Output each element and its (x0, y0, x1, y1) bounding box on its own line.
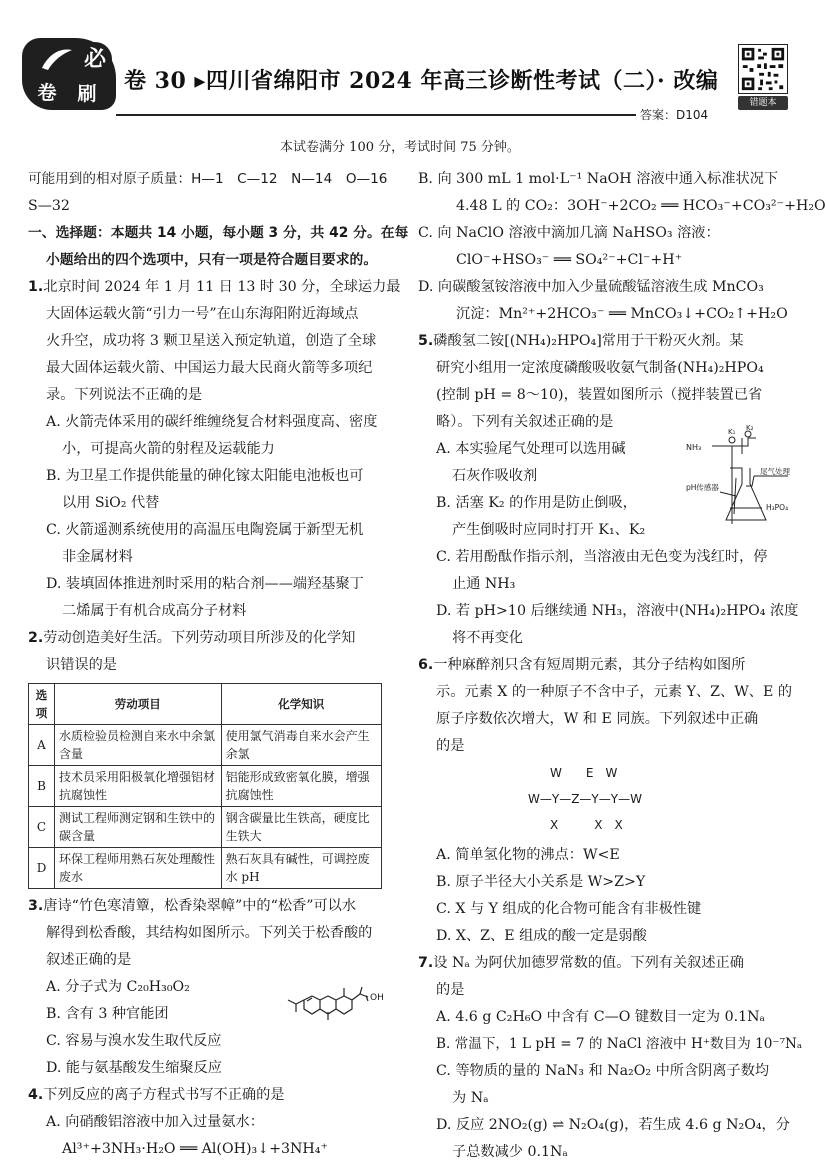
q1-stem-line2: 大固体运载火箭“引力一号”在山东海阳附近海域点 (46, 306, 359, 322)
q3-stem-line1: 3.唐诗“竹色寒清簟，松香染翠幛”中的“松香”可以水 (28, 898, 357, 914)
table-cell-option: A (29, 725, 55, 766)
q3-option-c[interactable]: C. 容易与溴水发生取代反应 (46, 1033, 222, 1049)
q3-option-d[interactable]: D. 能与氨基酸发生缩聚反应 (46, 1060, 222, 1076)
logo-char-top: 必 (78, 42, 112, 76)
table-cell-knowledge: 铝能形成致密氧化膜，增强抗腐蚀性 (221, 766, 381, 807)
q4-option-a-equation: Al³⁺+3NH₃·H₂O ══ Al(OH)₃↓+3NH₄⁺ (62, 1141, 328, 1157)
table-row[interactable] (29, 848, 382, 889)
q1-option-b[interactable]: B. 为卫星工作提供能量的砷化镓太阳能电池板也可 (46, 468, 364, 484)
table-row[interactable] (29, 766, 382, 807)
q6-stem-line1: 6.一种麻醉剂只含有短周期元素，其分子结构如图所 (418, 657, 746, 673)
figure-h3po4-label: H₃PO₄ (766, 503, 789, 512)
abietic-acid-structure (282, 974, 406, 1034)
table-cell-item: 测试工程师测定钢和生铁中的碳含量 (55, 807, 222, 848)
q5-option-a[interactable]: A. 本实验尾气处理可以选用碱 (436, 441, 626, 457)
q3-number: 3. (28, 898, 44, 914)
q5-option-c-cont: 止通 NH₃ (452, 576, 516, 592)
table-cell-option: C (29, 807, 55, 848)
table-cell-item: 环保工程师用熟石灰处理酸性废水 (55, 848, 222, 889)
q5-stem-line2: 研究小组用一定浓度磷酸吸收氨气制备(NH₄)₂HPO₄ (436, 360, 764, 376)
q5-option-d-cont: 将不再变化 (452, 630, 523, 646)
q5-stem-line3: (控制 pH = 8～10)，装置如图所示（搅拌装置已省 (436, 387, 763, 403)
qr-code-icon[interactable] (738, 44, 788, 94)
q1-stem-line4: 最大固体运载火箭、中国运力最大民商火箭等多项纪 (46, 360, 373, 376)
q1-stem-line5: 录。下列说法不正确的是 (46, 387, 203, 403)
structure-top-row: W E W (550, 766, 618, 780)
table-header: 化学知识 (221, 684, 381, 725)
figure-k1-label: K₁ (728, 428, 736, 436)
apparatus-figure (686, 424, 798, 538)
q6-stem-line4: 的是 (436, 738, 465, 754)
figure-ph-sensor-label: pH传感器 (686, 483, 719, 492)
section-heading-line2: 小题给出的四个选项中，只有一项是符合题目要求的。 (46, 252, 378, 268)
q6-option-d[interactable]: D. X、Z、E 组成的酸一定是弱酸 (436, 928, 647, 944)
wrong-question-book-label: 错题本 (738, 96, 788, 110)
q5-options (418, 424, 796, 544)
q6-stem-line3: 原子序数依次增大，W 和 E 同族。下列叙述中正确 (436, 711, 759, 727)
structure-bottom-row: X X X (550, 818, 623, 832)
q1-stem-line3: 火升空，成功将 3 颗卫星送入预定轨道，创造了全球 (46, 333, 377, 349)
figure-nh3-label: NH₃ (686, 443, 702, 452)
q2-stem-line2: 识错误的是 (46, 657, 117, 673)
q1-option-b-cont: 以用 SiO₂ 代替 (62, 495, 160, 511)
q6-structure (418, 760, 796, 842)
q5-option-a-cont: 石灰作吸收剂 (452, 468, 538, 484)
q1-option-d[interactable]: D. 装填固体推进剂时采用的粘合剂——端羟基聚丁 (46, 576, 364, 592)
q4-option-c-cont: ClO⁻+HSO₃⁻ ══ SO₄²⁻+Cl⁻+H⁺ (456, 252, 683, 268)
q4-option-b-cont: 4.48 L 的 CO₂：3OH⁻+2CO₂ ══ HCO₃⁻+CO₃²⁻+H₂O (456, 198, 826, 214)
table-header-row (29, 684, 382, 725)
figure-k2-label: K₂ (746, 424, 754, 432)
table-cell-option: B (29, 766, 55, 807)
q2-stem-line1: 2.劳动创造美好生活。下列劳动项目所涉及的化学知 (28, 630, 356, 646)
q6-option-c[interactable]: C. X 与 Y 组成的化合物可能含有非极性键 (436, 901, 702, 917)
q5-stem-line4: 略）。下列有关叙述正确的是 (436, 414, 614, 430)
answer-code: 答案：D104 (640, 108, 709, 122)
q7-option-a[interactable]: A. 4.6 g C₂H₆O 中含有 C—O 键数目一定为 0.1Nₐ (436, 1009, 766, 1025)
q3-stem-line2: 解得到松香酸，其结构如图所示。下列关于松香酸的 (46, 925, 373, 941)
q4-option-b[interactable]: B. 向 300 mL 1 mol·L⁻¹ NaOH 溶液中通入标准状况下 (418, 171, 779, 187)
q1-option-d-cont: 二烯属于有机合成高分子材料 (62, 603, 247, 619)
q1-option-a[interactable]: A. 火箭壳体采用的碳纤维缠绕复合材料强度高、密度 (46, 414, 378, 430)
logo-char-left: 卷 (32, 78, 62, 108)
table-row[interactable] (29, 725, 382, 766)
atomic-masses-2: S—32 (28, 198, 70, 214)
q6-option-a[interactable]: A. 简单氢化物的沸点：W<E (436, 847, 620, 863)
q5-number: 5. (418, 333, 434, 349)
brand-logo (22, 38, 116, 110)
q6-stem-line2: 示。元素 X 的一种原子不含中子，元素 Y、Z、W、E 的 (436, 684, 793, 700)
table-header: 劳动项目 (55, 684, 222, 725)
table-row[interactable] (29, 807, 382, 848)
header-rule (116, 114, 636, 116)
section-heading-line1: 一、选择题：本题共 14 小题，每小题 3 分，共 42 分。在每 (28, 225, 409, 241)
figure-tail-gas-label: 尾气处理 (760, 467, 790, 476)
q3-option-b[interactable]: B. 含有 3 种官能团 (46, 1006, 169, 1022)
q2-number: 2. (28, 630, 44, 646)
table-cell-knowledge: 使用氯气消毒自来水会产生余氯 (221, 725, 381, 766)
q1-stem-line1: 1.北京时间 2024 年 1 月 11 日 13 时 30 分，全球运力最 (28, 279, 401, 295)
q5-stem-line1: 5.磷酸氢二铵[(NH₄)₂HPO₄]常用于干粉灭火剂。某 (418, 333, 744, 349)
q7-option-b[interactable]: B. 常温下，1 L pH = 7 的 NaCl 溶液中 H⁺数目为 10⁻⁷Nₐ (436, 1036, 803, 1052)
q7-option-d-cont: 子总数减少 0.1Nₐ (452, 1144, 568, 1160)
q1-option-c-cont: 非金属材料 (62, 549, 133, 565)
exam-title: 卷 30 ▸四川省绵阳市 2024 年高三诊断性考试（二）· 改编 (124, 68, 719, 94)
q5-option-d[interactable]: D. 若 pH>10 后继续通 NH₃，溶液中(NH₄)₂HPO₄ 浓度 (436, 603, 799, 619)
q3-option-a[interactable]: A. 分子式为 C₂₀H₃₀O₂ (46, 979, 190, 995)
q7-stem-line1: 7.设 Nₐ 为阿伏加德罗常数的值。下列有关叙述正确 (418, 955, 744, 971)
q4-number: 4. (28, 1087, 44, 1103)
wing-icon (40, 46, 74, 72)
atomic-masses: 可能用到的相对原子质量：H—1 C—12 N—14 O—16 (28, 171, 388, 187)
left-column (28, 166, 409, 1163)
right-column (418, 166, 826, 1166)
q4-stem: 4.下列反应的离子方程式书写不正确的是 (28, 1087, 285, 1103)
q4-option-a[interactable]: A. 向硝酸铝溶液中加入过量氨水： (46, 1114, 264, 1130)
table-header: 选项 (29, 684, 55, 725)
q4-option-c[interactable]: C. 向 NaClO 溶液中滴加几滴 NaHSO₃ 溶液： (418, 225, 720, 241)
table-cell-knowledge: 熟石灰具有碱性，可调控废水 pH (221, 848, 381, 889)
q6-option-b[interactable]: B. 原子半径大小关系是 W>Z>Y (436, 874, 646, 890)
structure-middle-row: W—Y—Z—Y—Y—W (528, 792, 642, 806)
q3-stem-line3: 叙述正确的是 (46, 952, 132, 968)
q5-option-b[interactable]: B. 活塞 K₂ 的作用是防止倒吸， (436, 495, 637, 511)
exam-intro: 本试卷满分 100 分，考试时间 75 分钟。 (280, 140, 520, 155)
q4-option-d-cont: 沉淀：Mn²⁺+2HCO₃⁻ ══ MnCO₃↓+CO₂↑+H₂O (456, 306, 788, 322)
table-cell-knowledge: 钢含碳量比生铁高，硬度比生铁大 (221, 807, 381, 848)
table-cell-item: 水质检验员检测自来水中余氯含量 (55, 725, 222, 766)
q1-option-c[interactable]: C. 火箭遥测系统使用的高温压电陶瓷属于新型无机 (46, 522, 364, 538)
q4-option-d[interactable]: D. 向碳酸氢铵溶液中加入少量硫酸锰溶液生成 MnCO₃ (418, 279, 764, 295)
q1-option-a-cont: 小，可提高火箭的射程及运载能力 (62, 441, 275, 457)
q5-option-c[interactable]: C. 若用酚酞作指示剂，当溶液由无色变为浅红时，停 (436, 549, 768, 565)
q3-options (28, 974, 406, 1082)
logo-char-right: 刷 (77, 83, 97, 105)
q7-option-c[interactable]: C. 等物质的量的 NaN₃ 和 Na₂O₂ 中所含阴离子数均 (436, 1063, 770, 1079)
q7-option-d[interactable]: D. 反应 2NO₂(g) ⇌ N₂O₄(g)，若生成 4.6 g N₂O₄，分 (436, 1117, 790, 1133)
table-cell-item: 技术员采用阳极氧化增强铝材抗腐蚀性 (55, 766, 222, 807)
q7-option-c-cont: 为 Nₐ (452, 1090, 489, 1106)
q7-number: 7. (418, 955, 434, 971)
q2-table (28, 683, 382, 889)
q6-number: 6. (418, 657, 434, 673)
table-cell-option: D (29, 848, 55, 889)
q5-option-b-cont: 产生倒吸时应同时打开 K₁、K₂ (452, 522, 646, 538)
q7-stem-line2: 的是 (436, 982, 465, 998)
q1-number: 1. (28, 279, 44, 295)
figure-oh-label: OH (370, 993, 384, 1003)
